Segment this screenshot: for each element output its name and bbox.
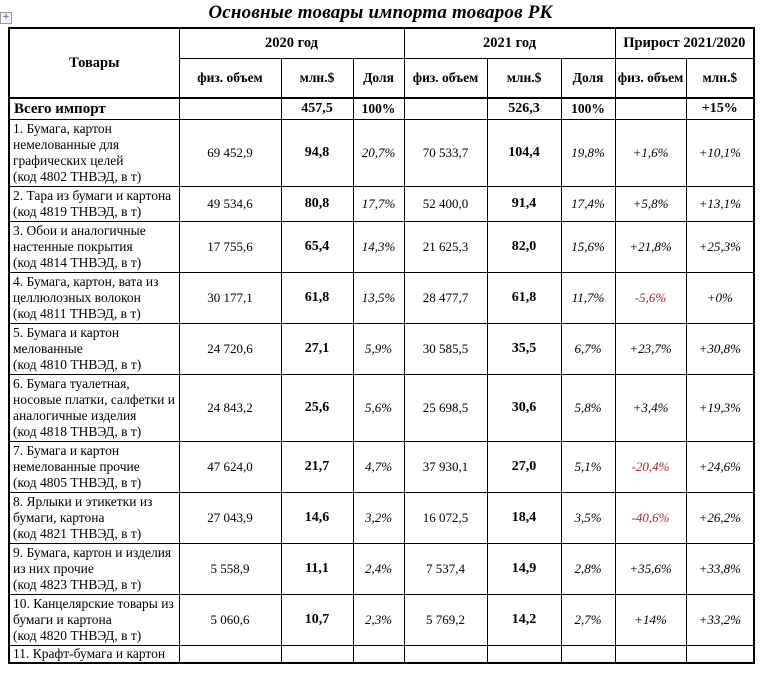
- product-code: (код 4814 ТНВЭД, в т): [13, 254, 142, 270]
- phys-volume-2021: 28 477,7: [404, 272, 487, 323]
- phys-volume-2021: 5 769,2: [404, 594, 487, 645]
- table-row: [9, 119, 754, 186]
- product-name-cell: [9, 441, 179, 492]
- product-name: 3. Обои и аналогичные настенные покрытия: [13, 222, 146, 254]
- share-2021: 3,5%: [561, 492, 615, 543]
- share-2021: 19,8%: [561, 119, 615, 186]
- mln-usd-2021: 104,4: [487, 119, 561, 186]
- growth-phys-volume: -20,4%: [615, 441, 686, 492]
- growth-mln-usd: +10,1%: [686, 119, 754, 186]
- product-name: 4. Бумага, картон, вата из целлюлозных волокон: [13, 273, 159, 305]
- mln-usd-2021: 30,6: [487, 374, 561, 441]
- col-header-goods: Товары: [9, 28, 179, 98]
- growth-mln-usd: +13,1%: [686, 186, 754, 221]
- mln-usd-2021: 14,2: [487, 594, 561, 645]
- product-name: 11. Крафт-бумага и картон: [13, 645, 166, 661]
- table-body: [9, 98, 754, 663]
- product-code: (код 4819 ТНВЭД, в т): [13, 203, 142, 219]
- table-row: [9, 441, 754, 492]
- table-row: [9, 272, 754, 323]
- growth-phys-volume: +5,8%: [615, 186, 686, 221]
- table-row: [9, 492, 754, 543]
- mln-usd-2020: 27,1: [281, 323, 353, 374]
- growth-mln-usd: +19,3%: [686, 374, 754, 441]
- growth-mln-usd: +33,2%: [686, 594, 754, 645]
- share-2020: 5,6%: [353, 374, 404, 441]
- phys-volume-2020: 24 720,6: [179, 323, 281, 374]
- product-name: 9. Бумага, картон и изделия из них прочие: [13, 544, 172, 576]
- table-row: [9, 645, 754, 663]
- share-2021: 5,8%: [561, 374, 615, 441]
- product-code: (код 4811 ТНВЭД, в т): [13, 305, 141, 321]
- mln-usd-2020: 21,7: [281, 441, 353, 492]
- phys-volume-2020: 69 452,9: [179, 119, 281, 186]
- mln-usd-2021: 18,4: [487, 492, 561, 543]
- share-2021: 17,4%: [561, 186, 615, 221]
- table-row: [9, 186, 754, 221]
- mln-usd-2021: 35,5: [487, 323, 561, 374]
- phys-volume-2021: 52 400,0: [404, 186, 487, 221]
- product-name-cell: [9, 492, 179, 543]
- phys-volume-2020: 24 843,2: [179, 374, 281, 441]
- product-code: (код 4823 ТНВЭД, в т): [13, 576, 142, 592]
- mln-usd-2020: 61,8: [281, 272, 353, 323]
- table-row: [9, 374, 754, 441]
- product-code: (код 4820 ТНВЭД, в т): [13, 627, 142, 643]
- table-row: [9, 543, 754, 594]
- growth-mln-usd: +24,6%: [686, 441, 754, 492]
- phys-volume-2021: 30 585,5: [404, 323, 487, 374]
- product-name: 8. Ярлыки и этикетки из бумаги, картона: [13, 493, 153, 525]
- product-name: 7. Бумага и картон немелованные прочие: [13, 442, 140, 474]
- product-name-cell: [9, 543, 179, 594]
- table-row: [9, 594, 754, 645]
- product-name-cell: [9, 272, 179, 323]
- table-move-handle-icon[interactable]: +: [0, 12, 12, 24]
- share-2021: 11,7%: [561, 272, 615, 323]
- share-2020: [353, 645, 404, 663]
- mln-usd-2020: 10,7: [281, 594, 353, 645]
- col-header-phys-growth: физ. объем: [615, 58, 686, 98]
- mln-usd-2020: [281, 645, 353, 663]
- share-2020: 13,5%: [353, 272, 404, 323]
- product-name: 10. Канцелярские товары из бумаги и картона: [13, 595, 174, 627]
- mln-usd-2020: 11,1: [281, 543, 353, 594]
- col-header-mln-growth: млн.$: [686, 58, 754, 98]
- share-2021: 15,6%: [561, 221, 615, 272]
- phys-volume-2021: 37 930,1: [404, 441, 487, 492]
- growth-phys-volume: +14%: [615, 594, 686, 645]
- growth-phys-volume: [615, 645, 686, 663]
- product-code: (код 4818 ТНВЭД, в т): [13, 423, 142, 439]
- total-label: Всего импорт: [9, 98, 179, 119]
- share-2020: 4,7%: [353, 441, 404, 492]
- share-2020: 17,7%: [353, 186, 404, 221]
- growth-mln-usd: [686, 645, 754, 663]
- total-share-2020: 100%: [353, 98, 404, 119]
- product-name-cell: [9, 374, 179, 441]
- phys-volume-2020: 5 558,9: [179, 543, 281, 594]
- phys-volume-2020: 5 060,6: [179, 594, 281, 645]
- table-row: [9, 323, 754, 374]
- total-growth-phys: [615, 98, 686, 119]
- product-name-cell: [9, 645, 179, 663]
- share-2020: 3,2%: [353, 492, 404, 543]
- share-2020: 14,3%: [353, 221, 404, 272]
- product-name: 2. Тара из бумаги и картона: [13, 187, 172, 203]
- total-growth-mln: +15%: [686, 98, 754, 119]
- mln-usd-2020: 94,8: [281, 119, 353, 186]
- mln-usd-2020: 25,6: [281, 374, 353, 441]
- share-2020: 20,7%: [353, 119, 404, 186]
- product-code: (код 4805 ТНВЭД, в т): [13, 474, 142, 490]
- total-row: [9, 98, 754, 119]
- page-title: Основные товары импорта товаров РК: [208, 2, 553, 23]
- mln-usd-2020: 65,4: [281, 221, 353, 272]
- phys-volume-2020: 47 624,0: [179, 441, 281, 492]
- mln-usd-2021: 91,4: [487, 186, 561, 221]
- growth-mln-usd: +26,2%: [686, 492, 754, 543]
- col-header-phys-2021: физ. объем: [404, 58, 487, 98]
- phys-volume-2021: 21 625,3: [404, 221, 487, 272]
- col-header-share-2020: Доля: [353, 58, 404, 98]
- phys-volume-2020: [179, 645, 281, 663]
- product-code: (код 4802 ТНВЭД, в т): [13, 168, 142, 184]
- phys-volume-2021: 16 072,5: [404, 492, 487, 543]
- mln-usd-2021: 27,0: [487, 441, 561, 492]
- product-name-cell: [9, 221, 179, 272]
- growth-mln-usd: +30,8%: [686, 323, 754, 374]
- growth-phys-volume: +35,6%: [615, 543, 686, 594]
- product-name: 6. Бумага туалетная, носовые платки, салфетки и аналогичные изделия: [13, 375, 175, 423]
- phys-volume-2020: 27 043,9: [179, 492, 281, 543]
- share-2021: 6,7%: [561, 323, 615, 374]
- total-phys-2021: [404, 98, 487, 119]
- phys-volume-2021: 25 698,5: [404, 374, 487, 441]
- col-header-share-2021: Доля: [561, 58, 615, 98]
- share-2021: 5,1%: [561, 441, 615, 492]
- product-name-cell: [9, 594, 179, 645]
- product-name-cell: [9, 323, 179, 374]
- col-group-growth: Прирост 2021/2020: [615, 28, 754, 58]
- share-2021: [561, 645, 615, 663]
- total-phys-2020: [179, 98, 281, 119]
- growth-phys-volume: -40,6%: [615, 492, 686, 543]
- col-group-2020: 2020 год: [179, 28, 404, 58]
- col-header-mln-2020: млн.$: [281, 58, 353, 98]
- product-name: 1. Бумага, картон немелованные для графических целей: [13, 120, 124, 168]
- mln-usd-2021: 82,0: [487, 221, 561, 272]
- total-mln-2020: 457,5: [281, 98, 353, 119]
- import-goods-table: [8, 27, 755, 664]
- growth-phys-volume: +21,8%: [615, 221, 686, 272]
- col-group-2021: 2021 год: [404, 28, 615, 58]
- mln-usd-2021: 14,9: [487, 543, 561, 594]
- phys-volume-2020: 49 534,6: [179, 186, 281, 221]
- growth-phys-volume: -5,6%: [615, 272, 686, 323]
- phys-volume-2021: [404, 645, 487, 663]
- mln-usd-2020: 14,6: [281, 492, 353, 543]
- share-2020: 5,9%: [353, 323, 404, 374]
- mln-usd-2020: 80,8: [281, 186, 353, 221]
- growth-mln-usd: +25,3%: [686, 221, 754, 272]
- phys-volume-2021: 70 533,7: [404, 119, 487, 186]
- growth-phys-volume: +23,7%: [615, 323, 686, 374]
- total-mln-2021: 526,3: [487, 98, 561, 119]
- growth-phys-volume: +1,6%: [615, 119, 686, 186]
- product-code: (код 4821 ТНВЭД, в т): [13, 525, 142, 541]
- growth-mln-usd: +33,8%: [686, 543, 754, 594]
- product-name-cell: [9, 186, 179, 221]
- phys-volume-2020: 30 177,1: [179, 272, 281, 323]
- growth-phys-volume: +3,4%: [615, 374, 686, 441]
- growth-mln-usd: +0%: [686, 272, 754, 323]
- share-2021: 2,8%: [561, 543, 615, 594]
- total-share-2021: 100%: [561, 98, 615, 119]
- mln-usd-2021: 61,8: [487, 272, 561, 323]
- product-name-cell: [9, 119, 179, 186]
- share-2020: 2,3%: [353, 594, 404, 645]
- phys-volume-2021: 7 537,4: [404, 543, 487, 594]
- share-2021: 2,7%: [561, 594, 615, 645]
- share-2020: 2,4%: [353, 543, 404, 594]
- phys-volume-2020: 17 755,6: [179, 221, 281, 272]
- col-header-mln-2021: млн.$: [487, 58, 561, 98]
- product-name: 5. Бумага и картон мелованные: [13, 324, 120, 356]
- product-code: (код 4810 ТНВЭД, в т): [13, 356, 142, 372]
- col-header-phys-2020: физ. объем: [179, 58, 281, 98]
- mln-usd-2021: [487, 645, 561, 663]
- table-row: [9, 221, 754, 272]
